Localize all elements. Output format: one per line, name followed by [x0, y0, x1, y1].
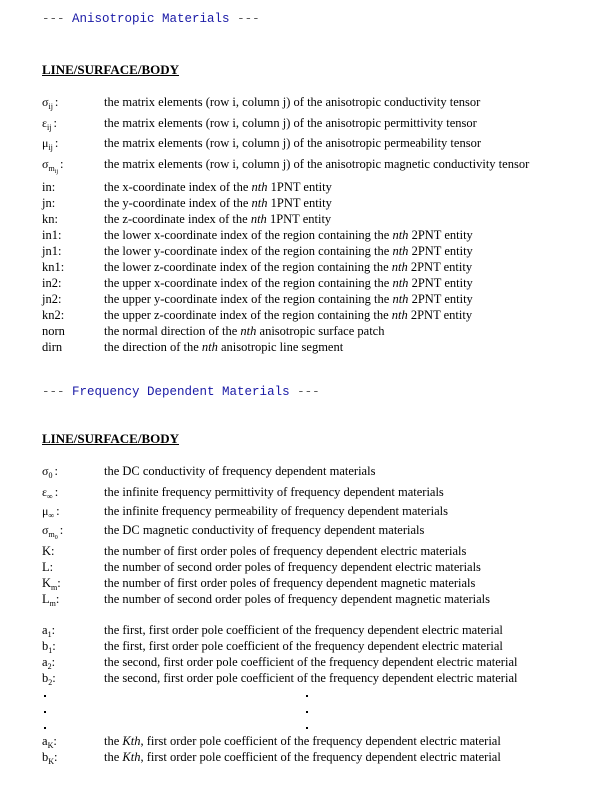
- symbol-label: kn2:: [42, 308, 65, 322]
- ellipsis-dot: [306, 711, 308, 713]
- def-row-in: [0, 179, 612, 195]
- definition-text: the lower x-coordinate index of the region containing the nth 2PNT entity: [104, 228, 473, 242]
- definition-text: the matrix elements (row i, column j) of the anisotropic conductivity tensor: [104, 95, 481, 109]
- symbol-label: dirn: [42, 340, 63, 354]
- symbol-label: L:: [42, 560, 54, 574]
- definition-text: the y-coordinate index of the nth 1PNT entity: [104, 196, 332, 210]
- symbol-a1: $a_1$:: [42, 623, 56, 639]
- symbol-sigma-ij: $\sigma_{ij}$ :: [42, 95, 59, 111]
- ellipsis-dot: [44, 695, 46, 697]
- def-row-jn1: [0, 243, 612, 259]
- symbol-sigma-m-0: $\sigma_{m_0}$:: [42, 523, 64, 541]
- ellipsis-dot: [306, 727, 308, 729]
- symbol-sigma-0: $\sigma_0$ :: [42, 464, 58, 480]
- definition-text: the second, first order pole coefficient of the frequency dependent electric material: [104, 671, 518, 685]
- symbol-b2: $b_2$:: [42, 671, 56, 687]
- def-row-dirn: [0, 339, 612, 355]
- def-row-a1: [0, 622, 612, 638]
- definition-text: the lower y-coordinate index of the region containing the nth 2PNT entity: [104, 244, 473, 258]
- def-row-aK: [0, 733, 612, 749]
- def-row-epsilon-inf: [0, 484, 612, 500]
- def-row-a2: [0, 654, 612, 670]
- def-row-L: [0, 559, 612, 575]
- symbol-label: norn: [42, 324, 65, 338]
- symbol-a2: $a_2$:: [42, 655, 56, 671]
- def-row-sigma-m-0: [0, 522, 612, 541]
- symbol-label: kn:: [42, 212, 58, 226]
- definition-text: the Kth, first order pole coefficient of the frequency dependent electric material: [104, 750, 501, 764]
- symbol-L-m: $L_m$:: [42, 592, 60, 608]
- definition-text: the number of first order poles of frequency dependent electric materials: [104, 544, 467, 558]
- symbol-label: K:: [42, 544, 55, 558]
- symbol-sigma-m-ij: $\sigma_{m_{ij}}$:: [42, 157, 64, 175]
- definition-text: the direction of the nth anisotropic line segment: [104, 340, 344, 354]
- def-row-mu-inf: [0, 503, 612, 519]
- definition-text: the upper y-coordinate index of the region containing the nth 2PNT entity: [104, 292, 473, 306]
- section-title: Frequency Dependent Materials: [72, 385, 290, 399]
- definition-text: the infinite frequency permeability of frequency dependent materials: [104, 504, 448, 518]
- ellipsis-dot: [44, 711, 46, 713]
- def-row-b2: [0, 670, 612, 686]
- def-row-sigma-0: [0, 463, 612, 479]
- definition-text: the first, first order pole coefficient of the frequency dependent electric material: [104, 639, 503, 653]
- symbol-bK: $b_K$:: [42, 750, 58, 766]
- def-row-K: [0, 543, 612, 559]
- def-row-b1: [0, 638, 612, 654]
- ellipsis-dot: [306, 695, 308, 697]
- subheading-line-surface-body: LINE/SURFACE/BODY: [42, 62, 180, 77]
- section-header-anisotropic: --- Anisotropic Materials ---: [42, 12, 260, 26]
- symbol-K-m: $K_m$:: [42, 576, 61, 592]
- symbol-label: jn:: [42, 196, 56, 210]
- def-row-in1: [0, 227, 612, 243]
- definition-text: the matrix elements (row i, column j) of the anisotropic magnetic conductivity tensor: [104, 157, 530, 171]
- def-row-norn: [0, 323, 612, 339]
- symbol-label: in:: [42, 180, 56, 194]
- subheading-line-surface-body: LINE/SURFACE/BODY: [42, 431, 180, 446]
- definition-text: the normal direction of the nth anisotropic surface patch: [104, 324, 385, 338]
- symbol-label: jn1:: [42, 244, 62, 258]
- def-row-bK: [0, 749, 612, 765]
- def-row-kn: [0, 211, 612, 227]
- def-row-jn2: [0, 291, 612, 307]
- symbol-label: in2:: [42, 276, 62, 290]
- symbol-b1: $b_1$:: [42, 639, 56, 655]
- definition-text: the Kth, first order pole coefficient of the frequency dependent electric material: [104, 734, 501, 748]
- definition-text: the number of second order poles of frequency dependent electric materials: [104, 560, 481, 574]
- definition-text: the matrix elements (row i, column j) of the anisotropic permittivity tensor: [104, 116, 477, 130]
- def-row-sigma-m-ij: [0, 156, 612, 175]
- symbol-aK: $a_K$:: [42, 734, 57, 750]
- symbol-epsilon-ij: $\varepsilon_{ij}$ :: [42, 116, 57, 132]
- def-row-in2: [0, 275, 612, 291]
- def-row-sigma-ij: [0, 94, 612, 110]
- symbol-epsilon-inf: $\varepsilon_\infty$ :: [42, 485, 59, 501]
- definition-text: the first, first order pole coefficient of the frequency dependent electric material: [104, 623, 503, 637]
- def-row-kn1: [0, 259, 612, 275]
- symbol-label: jn2:: [42, 292, 62, 306]
- ellipsis-dot: [44, 727, 46, 729]
- definition-text: the x-coordinate index of the nth 1PNT entity: [104, 180, 332, 194]
- definition-text: the number of second order poles of frequency dependent magnetic materials: [104, 592, 490, 606]
- def-row-jn: [0, 195, 612, 211]
- definition-text: the z-coordinate index of the nth 1PNT entity: [104, 212, 332, 226]
- symbol-label: in1:: [42, 228, 62, 242]
- definition-text: the DC conductivity of frequency dependent materials: [104, 464, 376, 478]
- section-header-frequency-dependent: --- Frequency Dependent Materials ---: [42, 385, 320, 399]
- definition-text: the lower z-coordinate index of the region containing the nth 2PNT entity: [104, 260, 473, 274]
- definition-text: the second, first order pole coefficient of the frequency dependent electric material: [104, 655, 518, 669]
- def-row-Lm: [0, 591, 612, 607]
- definition-text: the DC magnetic conductivity of frequency dependent materials: [104, 523, 425, 537]
- definition-text: the infinite frequency permittivity of frequency dependent materials: [104, 485, 444, 499]
- def-row-mu-ij: [0, 135, 612, 151]
- definition-text: the number of first order poles of frequency dependent magnetic materials: [104, 576, 476, 590]
- symbol-mu-inf: $\mu_\infty$ :: [42, 504, 60, 520]
- symbol-mu-ij: $\mu_{ij}$ :: [42, 136, 59, 152]
- section-title: Anisotropic Materials: [72, 12, 230, 26]
- definition-text: the matrix elements (row i, column j) of the anisotropic permeability tensor: [104, 136, 481, 150]
- def-row-Km: [0, 575, 612, 591]
- def-row-epsilon-ij: [0, 115, 612, 131]
- def-row-kn2: [0, 307, 612, 323]
- definition-text: the upper z-coordinate index of the region containing the nth 2PNT entity: [104, 308, 473, 322]
- definition-text: the upper x-coordinate index of the region containing the nth 2PNT entity: [104, 276, 473, 290]
- symbol-label: kn1:: [42, 260, 65, 274]
